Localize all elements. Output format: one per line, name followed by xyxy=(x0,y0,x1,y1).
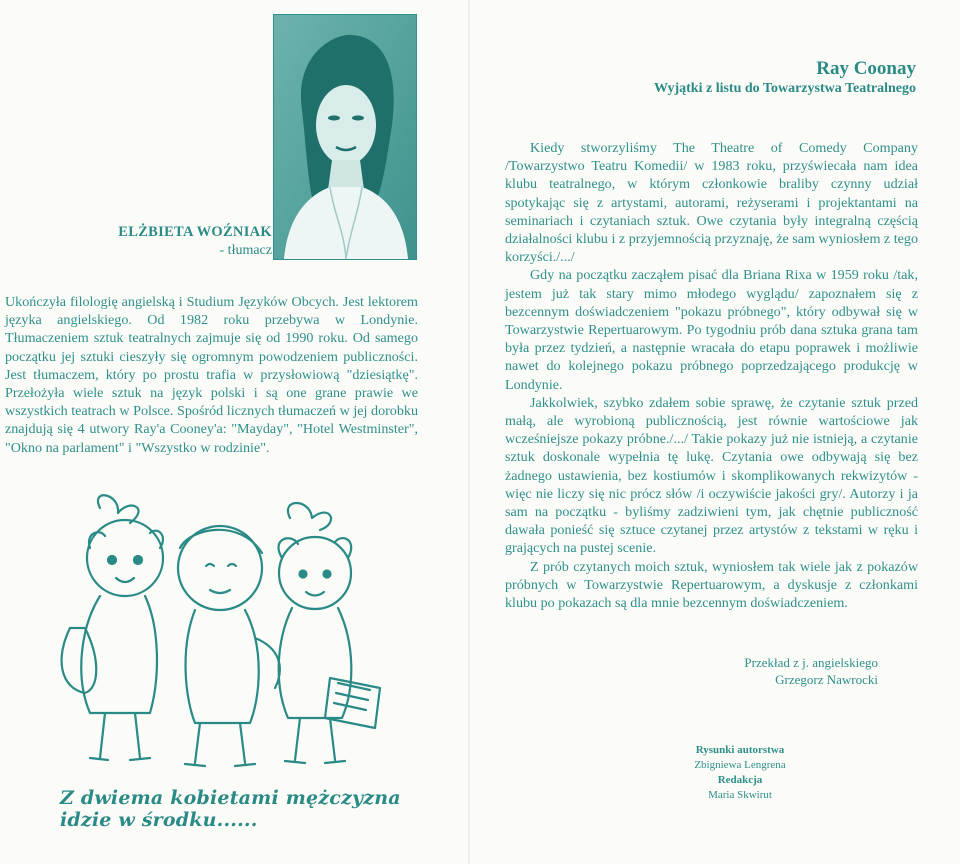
letter-paragraph-4: Z prób czytanych moich sztuk, wyniosłem tak wiele jak z pokazów próbnych w Towarzystwie Repertuarowym, a dyskusje z członkami klubu po pokazach są dla mnie bezcennym doświadczeniem. xyxy=(505,558,918,612)
translator-role: - tłumacz xyxy=(219,243,272,258)
drawings-label: Rysunki autorstwa xyxy=(695,744,785,756)
bio-text: Ukończyła filologię angielską i Studium Języków Obcych. Jest lektorem języka angielskiego. Od 1982 roku przebywa w Londynie. Tłumaczeniem sztuk teatralnych zajmuje się od 1990 roku. Od samego początku jej sztuki cieszyły się ogromnym powodzeniem publiczności. Jest tłumaczem, który po prostu trafia w przysłowiową "dziesiątkę". Przełożyła wiele sztuk na język polski i są one grane prawie we wszystkich teatrach w Polsce. Spośród licznych tłumaczeń w jej dorobku znajdują się 4 utwory Ray'a Cooney'a: "Mayday", "Hotel Westminster", "Okno na parlament" i "Wszystko w rodzinie". xyxy=(5,294,418,456)
left-page xyxy=(0,0,470,864)
translator-portrait xyxy=(273,14,417,260)
right-page xyxy=(470,0,960,864)
letter-paragraph-2: Gdy na początku zacząłem pisać dla Briana Rixa w 1959 roku /tak, jestem już tak stary mimo młodego wyglądu/ zapoznałem się z bezcennym doświadczeniem "pokazu próbnego", który odbywał się w Towarzystwie Repertuarowym. Po tygodniu prób dana sztuka grana tam była przez tydzień, a następnie wracała do etapu poprawek i możliwie nawet do kolejnego pokazu próbnego poprzedzającego produkcję w Londynie. xyxy=(505,267,918,393)
translation-label: Przekład z j. angielskiego xyxy=(744,655,878,670)
children-illustration xyxy=(30,478,430,778)
editor-name: Maria Skwirut xyxy=(708,789,772,801)
translator-name: ELŻBIETA WOŹNIAK xyxy=(118,224,272,240)
letter-author: Ray Coonay xyxy=(816,58,916,79)
editor-label: Redakcja xyxy=(717,774,763,786)
letter-body xyxy=(505,139,918,612)
publication-credits xyxy=(640,743,840,803)
letter-paragraph-1: Kiedy stworzyliśmy The Theatre of Comedy Company /Towarzystwo Teatru Komedii/ w 1983 roku, przyświecała nam idea klubu teatralnego, w którym członkowie braliby czynny udział spotykając się z artystami, autorami, reżyserami i projektantami na seminariach i czytaniach sztuk. Owe czytania były integralną częścią działalności klubu i z przyjemnością przyznaję, że sam wyniosłem z tego korzyści./.../ xyxy=(505,140,918,266)
letter-paragraph-3: Jakkolwiek, szybko zdałem sobie sprawę, że czytanie sztuk przed małą, ale wyrobioną publicznością, jest równie wartościowe jak wcześniejsze pokazy próbne./.../ Takie pokazy już nie istnieją, a czytanie sztuk doskonale wypełnia tę lukę. Czytania owe odbywają się bez żadnego ustawienia, bez kostiumów i skomplikowanych rekwizytów - więc nie liczy się nic prócz słów /i oczywiście jakości gry/. Autorzy i ja sam na początku - byliśmy zadziwieni tym, jak chętnie publiczność dawała ponieść się sztuce czytanej przez artystów z tekstami w ręku i grających na pustej scenie. xyxy=(505,394,918,557)
letter-subtitle: Wyjątki z listu do Towarzystwa Teatralnego xyxy=(654,81,916,96)
translation-credit xyxy=(744,654,878,688)
translator-bio xyxy=(5,293,418,457)
illustration-caption: Z dwiema kobietami mężczyzna idzie w środku...... xyxy=(60,787,401,831)
drawings-author: Zbigniewa Lengrena xyxy=(694,759,786,771)
portrait-image xyxy=(274,15,416,259)
translator-credit-name: Grzegorz Nawrocki xyxy=(775,672,878,687)
